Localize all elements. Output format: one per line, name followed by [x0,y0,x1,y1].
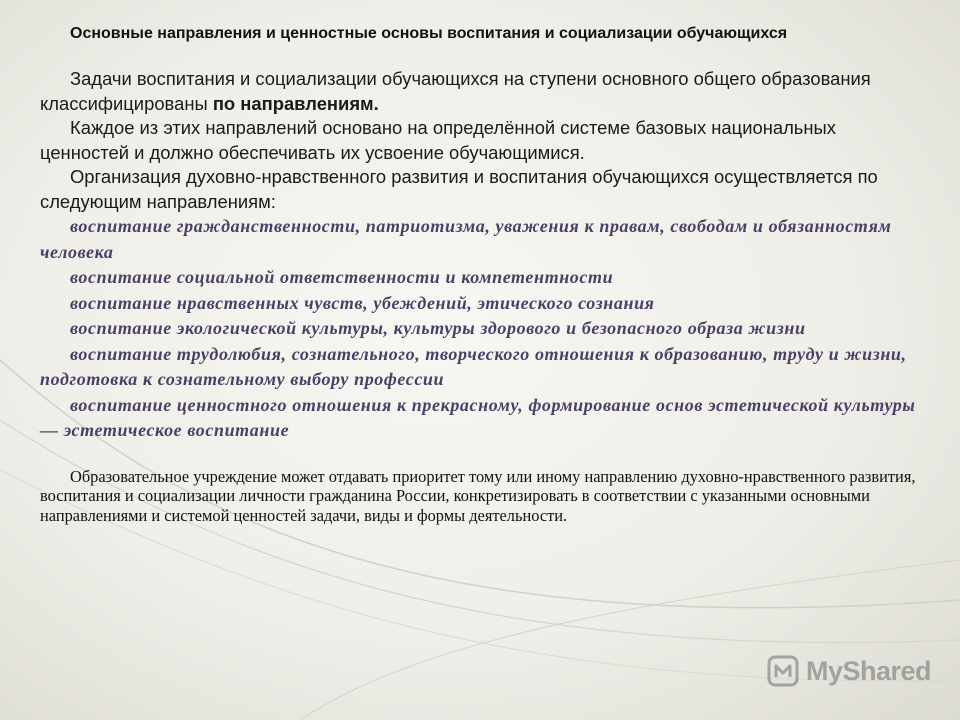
organization-paragraph: Организация духовно-нравственного развития и воспитания обучающихся осуществляется по следующим направлениям: [40,166,878,212]
intro-paragraph [40,67,920,116]
intro-paragraph-emphasis: по направлениям. [212,92,379,114]
direction-item-citizenship: воспитание гражданственности, патриотизма, уважения к правам, свободам и обязанностям человека [40,216,892,262]
slide-heading: Основные направления и ценностные основы воспитания и социализации обучающихся [70,25,788,42]
slide-content [40,22,920,525]
myshared-watermark [766,654,931,688]
directions-list [40,214,920,444]
direction-item-aesthetic: воспитание ценностного отношения к прекрасному, формирование основ эстетической культуры — эстетическое воспитание [40,394,916,440]
direction-item-ecological-culture: воспитание экологической культуры, культуры здорового и безопасного образа жизни [70,318,806,338]
values-paragraph: Каждое из этих направлений основано на определённой системе базовых национальных ценностей и должно обеспечивать их усвоение обучающимися. [40,117,836,163]
myshared-logo-icon [766,654,800,688]
direction-item-social-responsibility: воспитание социальной ответственности и компетентности [70,267,614,287]
direction-item-diligence: воспитание трудолюбия, сознательного, творческого отношения к образованию, труду и жизни, подготовка к сознательному выбору профессии [40,343,907,389]
intro-paragraph-text: Задачи воспитания и социализации обучающихся на ступени основного общего образования классифицированы [40,68,871,114]
direction-item-moral-feelings: воспитание нравственных чувств, убеждений, этического сознания [70,292,655,313]
watermark-text: MyShared [806,655,932,686]
closing-paragraph: Образовательное учреждение может отдавать приоритет тому или иному направлению духовно-нравственного развития, воспитания и социализации личности гражданина России, конкретизировать в соответствии с указанными основными направлениями и системой ценностей задачи, виды и формы деятельности. [40,466,916,525]
